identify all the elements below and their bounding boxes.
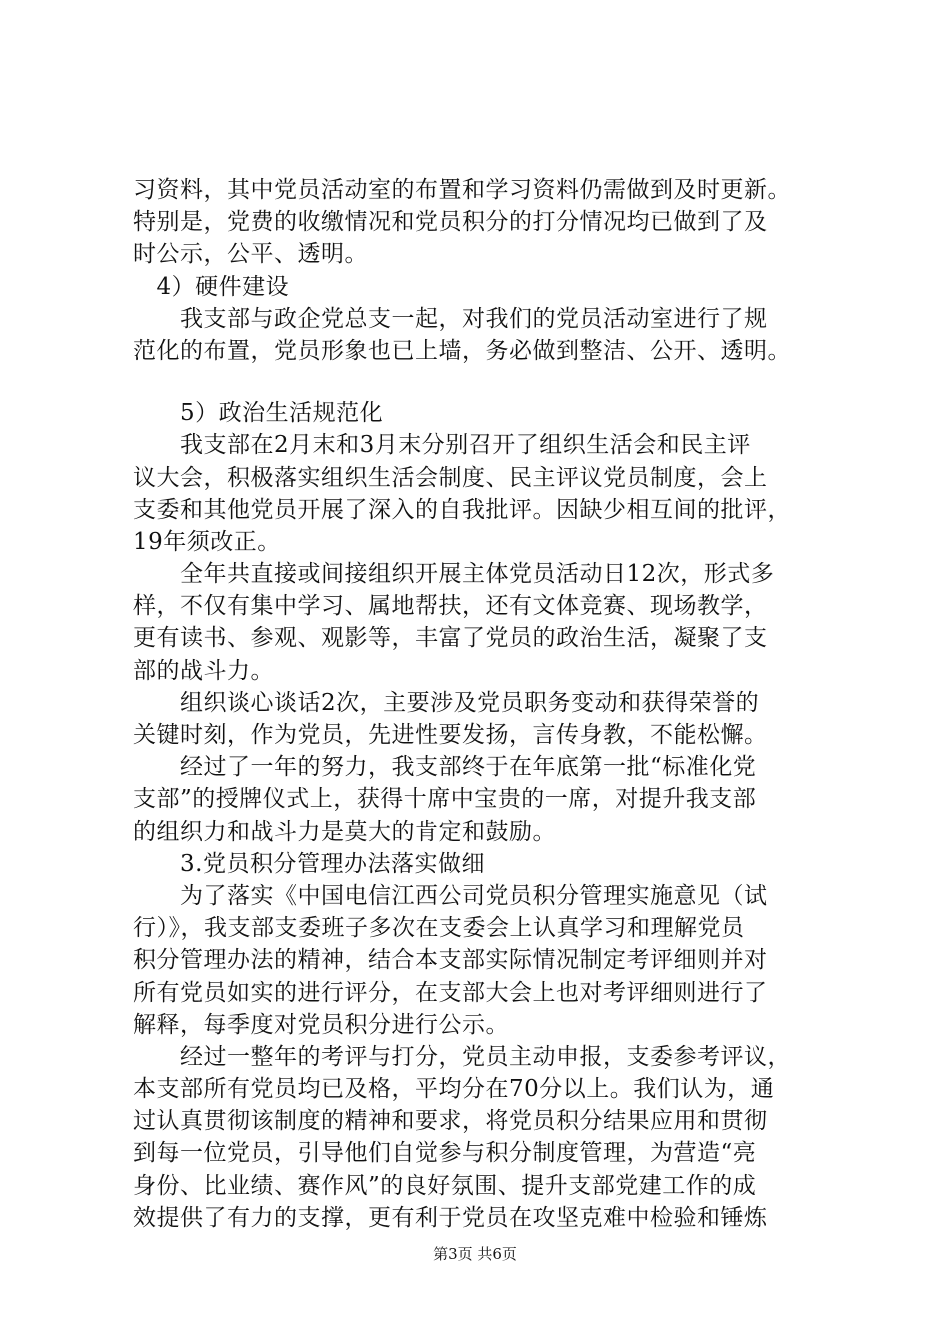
text-line: 效提供了有力的支撑，更有利于党员在攻坚克难中检验和锤炼 <box>133 1204 768 1231</box>
text-line: 议大会，积极落实组织生活会制度、民主评议党员制度，会上 <box>133 464 768 491</box>
text-line: 为了落实《中国电信江西公司党员积分管理实施意见（试 <box>133 882 768 909</box>
text-line: 的组织力和战斗力是莫大的肯定和鼓励。 <box>133 818 556 845</box>
section-heading-points-management: 3.党员积分管理办法落实做细 <box>133 850 485 877</box>
text-line: 经过一整年的考评与打分，党员主动申报，支委参考评议， <box>133 1043 791 1070</box>
page-number-footer: 第3页 共6页 <box>433 1245 517 1263</box>
text-line: 支委和其他党员开展了深入的自我批评。因缺少相互间的批评， <box>133 496 791 523</box>
text-line: 支部”的授牌仪式上，获得十席中宝贵的一席，对提升我支部 <box>133 786 757 813</box>
text-line: 关键时刻，作为党员，先进性要发扬，言传身教，不能松懈。 <box>133 722 768 748</box>
text-line: 部的战斗力。 <box>133 657 274 684</box>
text-line: 特别是，党费的收缴情况和党员积分的打分情况均已做到了及 <box>133 209 768 236</box>
section-heading-hardware: 4）硬件建设 <box>133 273 290 300</box>
text-line: 身份、比业绩、赛作风”的良好氛围、提升支部党建工作的成 <box>133 1172 757 1199</box>
text-line: 范化的布置，党员形象也已上墙，务必做到整洁、公开、透明。 <box>133 337 791 364</box>
text-line: 我支部与政企党总支一起，对我们的党员活动室进行了规 <box>133 305 768 332</box>
text-line: 过认真贯彻该制度的精神和要求，将党员积分结果应用和贯彻 <box>133 1108 768 1135</box>
text-line: 时公示，公平、透明。 <box>133 241 368 268</box>
text-line: 积分管理办法的精神，结合本支部实际情况制定考评细则并对 <box>133 947 768 974</box>
text-line: 到每一位党员，引导他们自觉参与积分制度管理，为营造“亮 <box>133 1140 757 1167</box>
paragraph-gap <box>133 367 833 397</box>
text-line: 更有读书、参观、观影等，丰富了党员的政治生活，凝聚了支 <box>133 625 768 652</box>
text-line: 习资料，其中党员活动室的布置和学习资料仍需做到及时更新。 <box>133 177 791 203</box>
section-heading-political-life: 5）政治生活规范化 <box>133 400 384 427</box>
text-line: 我支部在2月末和3月末分别召开了组织生活会和民主评 <box>133 432 751 459</box>
text-line: 本支部所有党员均已及格，平均分在70分以上。我们认为，通 <box>133 1076 775 1103</box>
document-body <box>133 174 833 1234</box>
text-line: 样，不仅有集中学习、属地帮扶，还有文体竞赛、现场教学， <box>133 593 768 620</box>
text-line: 解释，每季度对党员积分进行公示。 <box>133 1011 509 1038</box>
text-line: 组织谈心谈话2次，主要涉及党员职务变动和获得荣誉的 <box>133 689 760 716</box>
text-line: 19年须改正。 <box>133 528 281 555</box>
text-line: 经过了一年的努力，我支部终于在年底第一批“标准化党 <box>133 754 757 781</box>
text-line: 全年共直接或间接组织开展主体党员活动日12次，形式多 <box>133 561 775 588</box>
text-line: 所有党员如实的进行评分，在支部大会上也对考评细则进行了 <box>133 979 768 1006</box>
text-line: 行）》，我支部支委班子多次在支委会上认真学习和理解党员 <box>133 915 745 942</box>
